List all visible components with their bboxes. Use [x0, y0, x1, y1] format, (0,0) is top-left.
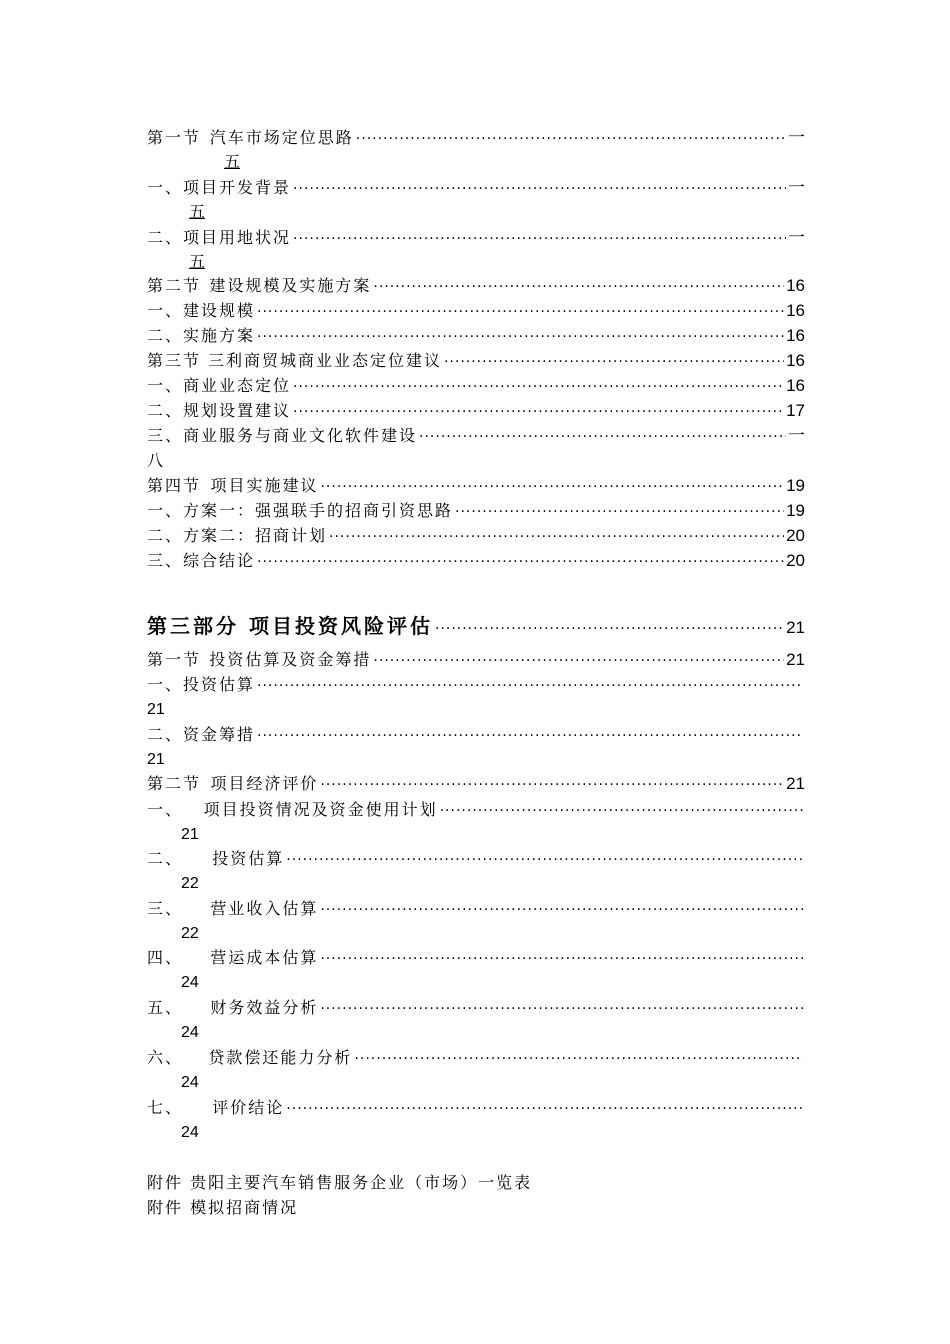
leader-dots: [320, 947, 803, 971]
page-number: 19: [786, 476, 805, 495]
entry-number: 七、: [147, 1098, 184, 1117]
entry-number: 三、: [147, 899, 184, 918]
toc-entry[interactable]: [147, 549, 805, 573]
section-title: 汽车市场定位思路: [209, 128, 354, 147]
entry-number: 四、: [147, 948, 184, 967]
leader-dots: [293, 375, 784, 399]
leader-dots: [356, 127, 786, 151]
leader-dots: [419, 425, 786, 449]
part-heading[interactable]: [147, 610, 805, 640]
page-number-wrap: 24: [181, 974, 199, 991]
toc-entry[interactable]: [147, 299, 805, 323]
leader-dots: [435, 621, 784, 637]
page-number: 21: [786, 618, 805, 637]
toc-entry[interactable]: [147, 673, 805, 697]
page-number: 一: [788, 128, 805, 147]
entry-title: 一、投资估算: [147, 675, 256, 694]
page-number-wrap: 五: [189, 202, 206, 221]
entry-number: 六、: [147, 1048, 184, 1067]
leader-dots: [444, 350, 784, 374]
leader-dots: [354, 1047, 803, 1071]
page-number: 21: [786, 774, 805, 793]
page-number: 16: [786, 376, 805, 395]
page-number-wrap: 22: [181, 925, 199, 942]
leader-dots: [293, 227, 786, 251]
page-number: 一: [788, 228, 805, 247]
page-number: 20: [786, 526, 805, 545]
page-number-wrap: 24: [181, 1074, 199, 1091]
page-number: 20: [786, 551, 805, 570]
toc-entry[interactable]: [147, 499, 805, 523]
page-number-wrap: 21: [147, 751, 165, 768]
page-number: 一: [788, 178, 805, 197]
entry-title: 二、实施方案: [147, 326, 256, 345]
appendix-item[interactable]: 附件 贵阳主要汽车销售服务企业（市场）一览表: [147, 1173, 533, 1192]
section-title: 投资估算及资金筹措: [209, 650, 372, 669]
toc-entry[interactable]: [147, 424, 805, 448]
entry-title: 营运成本估算: [210, 948, 319, 967]
entry-title: 二、项目用地状况: [147, 228, 292, 247]
leader-dots: [286, 1097, 803, 1121]
toc-entry[interactable]: [147, 226, 805, 250]
page-number-wrap: 五: [189, 252, 206, 271]
entry-title: 二、规划设置建议: [147, 401, 292, 420]
toc-entry[interactable]: [147, 274, 805, 298]
leader-dots: [286, 848, 803, 872]
toc-entry[interactable]: [147, 349, 805, 373]
section-title: 项目实施建议: [210, 476, 319, 495]
toc-entry[interactable]: [147, 126, 805, 150]
entry-title: 二、方案二：招商计划: [147, 526, 328, 545]
page-number-wrap: 21: [181, 826, 199, 843]
toc-entry[interactable]: [147, 946, 805, 970]
toc-entry[interactable]: [147, 524, 805, 548]
entry-title: 三、商业服务与商业文化软件建设: [147, 426, 418, 445]
toc-entry[interactable]: [147, 847, 805, 871]
page-number-wrap: 21: [147, 701, 165, 718]
section-number: 第二节: [147, 774, 202, 793]
page-number-wrap: 24: [181, 1024, 199, 1041]
leader-dots: [455, 500, 784, 524]
leader-dots: [257, 550, 784, 574]
part-title: 第三部分 项目投资风险评估: [147, 614, 433, 638]
entry-number: 五、: [147, 998, 184, 1017]
appendix-item[interactable]: 附件 模拟招商情况: [147, 1198, 299, 1217]
section-title: 三利商贸城商业业态定位建议: [207, 351, 442, 370]
toc-entry[interactable]: [147, 723, 805, 747]
page-number-wrap: 五: [224, 152, 241, 171]
page-number: 16: [786, 301, 805, 320]
section-number: 第四节: [147, 476, 202, 495]
page-number-wrap: 八: [147, 451, 164, 470]
entry-title: 一、建设规模: [147, 301, 256, 320]
page-number: 21: [786, 650, 805, 669]
page-number-wrap: 22: [181, 875, 199, 892]
entry-title: 一、方案一：强强联手的招商引资思路: [147, 501, 454, 520]
entry-number: 二、: [147, 849, 184, 868]
toc-entry[interactable]: [147, 1046, 805, 1070]
section-number: 第一节: [147, 128, 202, 147]
entry-title: 营业收入估算: [210, 899, 319, 918]
leader-dots: [257, 300, 784, 324]
page-number: 16: [786, 351, 805, 370]
toc-entry[interactable]: [147, 474, 805, 498]
toc-entry[interactable]: [147, 399, 805, 423]
leader-dots: [293, 177, 786, 201]
leader-dots: [257, 325, 784, 349]
page-number: 16: [786, 276, 805, 295]
page-number-wrap: 24: [181, 1124, 199, 1141]
section-title: 建设规模及实施方案: [209, 276, 372, 295]
toc-entry[interactable]: [147, 996, 805, 1020]
section-number: 第一节: [147, 650, 202, 669]
toc-entry[interactable]: [147, 648, 805, 672]
section-number: 第二节: [147, 276, 202, 295]
leader-dots: [320, 898, 803, 922]
leader-dots: [320, 773, 784, 797]
toc-entry[interactable]: [147, 374, 805, 398]
entry-title: 三、综合结论: [147, 551, 256, 570]
entry-title: 一、项目开发背景: [147, 178, 292, 197]
leader-dots: [320, 997, 803, 1021]
toc-entry[interactable]: [147, 1096, 805, 1120]
page-number: 16: [786, 326, 805, 345]
entry-number: 一、: [147, 800, 184, 819]
entry-title: 一、商业业态定位: [147, 376, 292, 395]
leader-dots: [320, 475, 784, 499]
leader-dots: [257, 674, 803, 698]
entry-title: 贷款偿还能力分析: [208, 1048, 353, 1067]
entry-title: 项目投资情况及资金使用计划: [203, 800, 438, 819]
page-number: 19: [786, 501, 805, 520]
entry-title: 二、资金筹措: [147, 725, 256, 744]
toc-entry[interactable]: [147, 176, 805, 200]
entry-title: 投资估算: [212, 849, 285, 868]
page-number: 17: [786, 401, 805, 420]
page-number: 一: [788, 426, 805, 445]
leader-dots: [373, 649, 784, 673]
toc-entry[interactable]: [147, 897, 805, 921]
section-title: 项目经济评价: [210, 774, 319, 793]
toc-entry[interactable]: [147, 798, 805, 822]
leader-dots: [257, 724, 803, 748]
section-number: 第三节: [147, 351, 202, 370]
leader-dots: [329, 525, 784, 549]
toc-entry[interactable]: [147, 324, 805, 348]
entry-title: 评价结论: [212, 1098, 285, 1117]
entry-title: 财务效益分析: [210, 998, 319, 1017]
leader-dots: [293, 400, 784, 424]
toc-entry[interactable]: [147, 772, 805, 796]
leader-dots: [373, 275, 784, 299]
leader-dots: [440, 799, 803, 823]
